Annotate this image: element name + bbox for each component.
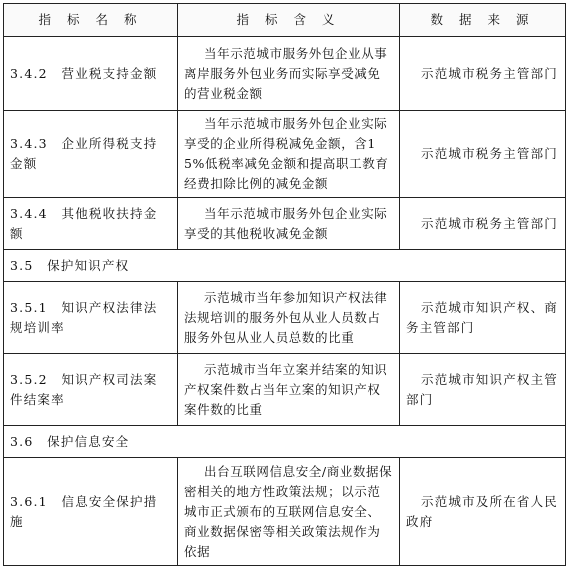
header-indicator-meaning: 指 标 含 义 [178, 4, 400, 37]
section-row [4, 426, 566, 458]
table-row [4, 354, 566, 426]
table-row [4, 198, 566, 250]
data-source: 示范城市知识产权、商务主管部门 [400, 282, 566, 354]
indicator-meaning: 当年示范城市服务外包企业从事离岸服务外包业务而实际享受减免的营业税金额 [178, 37, 400, 111]
data-source: 示范城市税务主管部门 [400, 111, 566, 198]
indicator-name: 3.4.4 其他税收扶持金额 [4, 198, 178, 250]
section-row [4, 250, 566, 282]
indicator-meaning: 出台互联网信息安全/商业数据保密相关的地方性政策法规；以示范城市正式颁布的互联网信息安全、商业数据保密等相关政策法规作为依据 [178, 458, 400, 566]
section-title: 3.6 保护信息安全 [4, 426, 566, 458]
indicator-name: 3.6.1 信息安全保护措施 [4, 458, 178, 566]
indicator-name: 3.5.1 知识产权法律法规培训率 [4, 282, 178, 354]
indicator-name: 3.5.2 知识产权司法案件结案率 [4, 354, 178, 426]
indicator-table [3, 3, 566, 566]
indicator-meaning: 当年示范城市服务外包企业实际享受的企业所得税减免金额，含15%低税率减免金额和提高职工教育经费扣除比例的减免金额 [178, 111, 400, 198]
table-row [4, 37, 566, 111]
indicator-name: 3.4.3 企业所得税支持金额 [4, 111, 178, 198]
table-header-row [4, 4, 566, 37]
data-source: 示范城市税务主管部门 [400, 198, 566, 250]
data-source: 示范城市税务主管部门 [400, 37, 566, 111]
section-title: 3.5 保护知识产权 [4, 250, 566, 282]
header-indicator-name: 指 标 名 称 [4, 4, 178, 37]
table-row [4, 282, 566, 354]
table-row [4, 111, 566, 198]
indicator-meaning: 示范城市当年立案并结案的知识产权案件数占当年立案的知识产权案件数的比重 [178, 354, 400, 426]
header-data-source: 数 据 来 源 [400, 4, 566, 37]
data-source: 示范城市及所在省人民政府 [400, 458, 566, 566]
table-row [4, 458, 566, 566]
indicator-name: 3.4.2 营业税支持金额 [4, 37, 178, 111]
indicator-meaning: 当年示范城市服务外包企业实际享受的其他税收减免金额 [178, 198, 400, 250]
data-source: 示范城市知识产权主管部门 [400, 354, 566, 426]
indicator-meaning: 示范城市当年参加知识产权法律法规培训的服务外包从业人员数占服务外包从业人员总数的比重 [178, 282, 400, 354]
